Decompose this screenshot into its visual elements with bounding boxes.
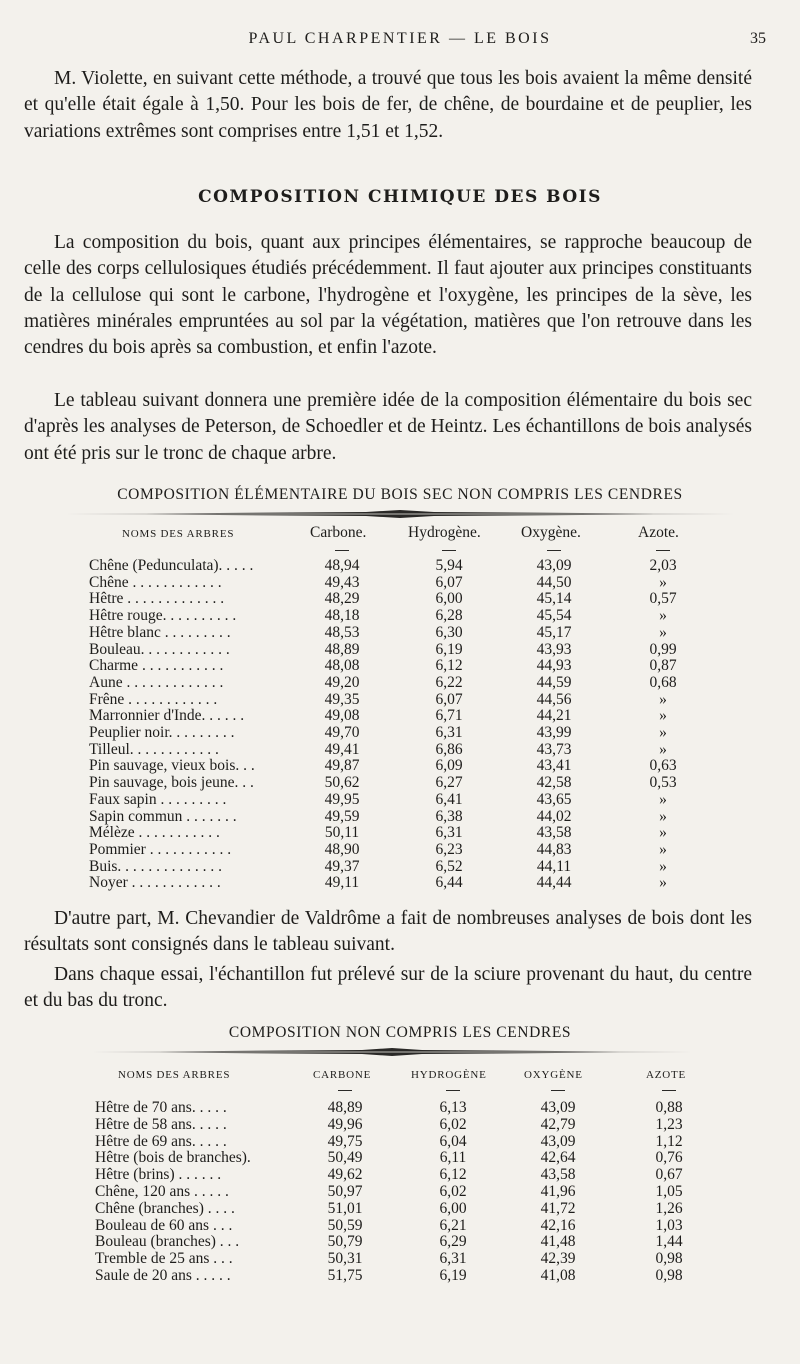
carbon-cell: 48,29 [324, 590, 360, 608]
carbon-cell: 50,31 [327, 1250, 363, 1268]
hydrogen-cell: 6,28 [435, 607, 463, 625]
carbon-cell: 49,41 [324, 740, 360, 758]
tree-name-cell: Marronnier d'Inde. . . . . . [89, 707, 245, 725]
table1-dash-carbon [335, 550, 349, 551]
hydrogen-cell: 6,09 [435, 757, 463, 775]
carbon-cell: 49,08 [324, 707, 360, 725]
hydrogen-cell: 6,71 [435, 707, 463, 725]
table-row [0, 574, 800, 591]
nitrogen-cell: 2,03 [649, 557, 677, 574]
oxygen-cell: 45,54 [536, 607, 572, 625]
nitrogen-cell: 0,67 [655, 1166, 683, 1184]
table-row [0, 1217, 800, 1234]
hydrogen-cell: 5,94 [435, 557, 463, 574]
carbon-cell: 50,11 [324, 824, 360, 842]
nitrogen-cell: » [659, 623, 667, 641]
paragraph-composition: La composition du bois, quant aux principes élémentaires, se rapproche beaucoup de celle des corps cellulosiques étudiés précédemment. Il faut ajouter aux principes constituants de la cellulose qui sont le carbone, l'hydrogène et l'oxygène, les principes de la sève, les matières minérales empruntées au sol par la végétation, matières que l'on retrouve dans les cendres du bois après sa combustion, et enfin l'azote. [24, 232, 752, 359]
table-row [0, 1149, 800, 1166]
table-row [0, 858, 800, 875]
oxygen-cell: 41,96 [540, 1183, 576, 1200]
tree-name-cell: Hêtre . . . . . . . . . . . . . [89, 590, 225, 608]
oxygen-cell: 44,83 [536, 840, 572, 858]
table-row [0, 674, 800, 691]
tree-name-cell: Mélèze . . . . . . . . . . . [89, 824, 220, 842]
table1-header-nitrogen: Azote. [638, 524, 679, 541]
nitrogen-cell: 0,53 [649, 774, 677, 792]
oxygen-cell: 44,56 [536, 690, 572, 708]
oxygen-cell: 45,17 [536, 623, 572, 641]
carbon-cell: 48,94 [324, 557, 360, 574]
nitrogen-cell: » [659, 790, 667, 808]
tree-name-cell: Hêtre de 69 ans. . . . . [95, 1132, 227, 1150]
tree-name-cell: Hêtre (bois de branches). [95, 1149, 251, 1167]
oxygen-cell: 43,09 [536, 557, 572, 574]
tree-name-cell: Pin sauvage, bois jeune. . . [89, 774, 254, 792]
carbon-cell: 49,70 [324, 724, 360, 741]
hydrogen-cell: 6,30 [435, 623, 463, 641]
hydrogen-cell: 6,00 [435, 590, 463, 608]
oxygen-cell: 44,44 [536, 874, 572, 892]
carbon-cell: 49,75 [327, 1132, 363, 1150]
nitrogen-cell: » [659, 707, 667, 725]
table1-dash-hydrogen [442, 550, 456, 551]
carbon-cell: 48,08 [324, 657, 360, 675]
tree-name-cell: Noyer . . . . . . . . . . . . [89, 874, 221, 892]
oxygen-cell: 44,21 [536, 707, 572, 725]
carbon-cell: 50,79 [327, 1233, 363, 1251]
carbon-cell: 48,90 [324, 840, 360, 858]
table-row [0, 607, 800, 624]
table-row [0, 1250, 800, 1267]
carbon-cell: 49,20 [324, 673, 360, 691]
nitrogen-cell: » [659, 824, 667, 842]
nitrogen-cell: » [659, 740, 667, 758]
table1-dash-oxygen [547, 550, 561, 551]
table1-header-hydrogen: Hydrogène. [408, 524, 481, 541]
carbon-cell: 48,18 [324, 607, 360, 625]
hydrogen-cell: 6,31 [439, 1250, 467, 1268]
nitrogen-cell: 0,68 [649, 673, 677, 691]
table-row [0, 641, 800, 658]
tree-name-cell: Bouleau. . . . . . . . . . . . [89, 640, 230, 658]
oxygen-cell: 43,73 [536, 740, 572, 758]
nitrogen-cell: 0,99 [649, 640, 677, 658]
carbon-cell: 51,75 [327, 1267, 363, 1284]
tree-name-cell: Aune . . . . . . . . . . . . . [89, 673, 224, 691]
carbon-cell: 49,96 [327, 1115, 363, 1133]
tree-name-cell: Chêne (Pedunculata). . . . . [89, 557, 254, 574]
nitrogen-cell: 0,57 [649, 590, 677, 608]
tree-name-cell: Tremble de 25 ans . . . [95, 1250, 233, 1268]
nitrogen-cell: 1,12 [655, 1132, 683, 1150]
nitrogen-cell: » [659, 874, 667, 892]
tree-name-cell: Hêtre de 70 ans. . . . . [95, 1099, 227, 1116]
tree-name-cell: Pin sauvage, vieux bois. . . [89, 757, 255, 775]
nitrogen-cell: 0,63 [649, 757, 677, 775]
table-row [0, 724, 800, 741]
oxygen-cell: 42,58 [536, 774, 572, 792]
table-row [0, 624, 800, 641]
tree-name-cell: Bouleau (branches) . . . [95, 1233, 240, 1251]
table-row [0, 1183, 800, 1200]
table-row [0, 808, 800, 825]
table2-ornamental-rule [92, 1046, 692, 1058]
tree-name-cell: Tilleul. . . . . . . . . . . . [89, 740, 219, 758]
table-row [0, 774, 800, 791]
oxygen-cell: 43,09 [540, 1099, 576, 1116]
table1-header-oxygen: Oxygène. [521, 524, 581, 541]
tree-name-cell: Chêne (branches) . . . . [95, 1199, 235, 1217]
carbon-cell: 49,11 [324, 874, 360, 892]
paragraph-chevandier: D'autre part, M. Chevandier de Valdrôme a fait de nombreuses analyses de bois dont les résultats sont consignés dans le tableau suivant. [24, 908, 752, 956]
oxygen-cell: 43,41 [536, 757, 572, 775]
oxygen-cell: 43,09 [540, 1132, 576, 1150]
hydrogen-cell: 6,41 [435, 790, 463, 808]
tree-name-cell: Hêtre blanc . . . . . . . . . [89, 623, 231, 641]
hydrogen-cell: 6,12 [435, 657, 463, 675]
tree-name-cell: Chêne, 120 ans . . . . . [95, 1183, 229, 1200]
nitrogen-cell: » [659, 840, 667, 858]
hydrogen-cell: 6,29 [439, 1233, 467, 1251]
carbon-cell: 50,62 [324, 774, 360, 792]
hydrogen-cell: 6,02 [439, 1115, 467, 1133]
table-row [0, 1233, 800, 1250]
oxygen-cell: 42,79 [540, 1115, 576, 1133]
table2-caption: COMPOSITION NON COMPRIS LES CENDRES [228, 1024, 572, 1041]
hydrogen-cell: 6,11 [439, 1149, 467, 1167]
table2-dash-hydrogen [446, 1090, 460, 1091]
running-head [0, 30, 800, 54]
table2-dash-carbon [338, 1090, 352, 1091]
table1-header-carbon: Carbone. [310, 524, 367, 541]
table1-ornamental-rule [66, 508, 734, 520]
nitrogen-cell: 1,05 [655, 1183, 683, 1200]
table-row [0, 691, 800, 708]
tree-name-cell: Frêne . . . . . . . . . . . . [89, 690, 218, 708]
carbon-cell: 50,59 [327, 1216, 363, 1234]
tree-name-cell: Hêtre de 58 ans. . . . . [95, 1115, 227, 1133]
carbon-cell: 48,53 [324, 623, 360, 641]
nitrogen-cell: 0,76 [655, 1149, 683, 1167]
tree-name-cell: Buis. . . . . . . . . . . . . . [89, 857, 223, 875]
table-row [0, 590, 800, 607]
oxygen-cell: 45,14 [536, 590, 572, 608]
table-row [0, 1267, 800, 1284]
oxygen-cell: 42,39 [540, 1250, 576, 1268]
oxygen-cell: 44,11 [536, 857, 572, 875]
hydrogen-cell: 6,07 [435, 573, 463, 591]
table-row [0, 874, 800, 891]
table-row [0, 557, 800, 574]
hydrogen-cell: 6,04 [439, 1132, 467, 1150]
hydrogen-cell: 6,02 [439, 1183, 467, 1200]
carbon-cell: 51,01 [327, 1199, 363, 1217]
table2-header-oxygen: OXYGÈNE [524, 1069, 583, 1081]
oxygen-cell: 42,16 [540, 1216, 576, 1234]
oxygen-cell: 41,48 [540, 1233, 576, 1251]
paragraph-table-intro: Le tableau suivant donnera une première idée de la composition élémentaire du bois sec d'après les analyses de Peterson, de Schoedler et de Heintz. Les échantillons de bois analysés ont été pris sur le tronc de chaque arbre. [24, 390, 752, 464]
hydrogen-cell: 6,19 [439, 1267, 467, 1284]
table2-header-hydrogen: HYDROGÈNE [411, 1069, 487, 1081]
table-row [0, 841, 800, 858]
carbon-cell: 49,37 [324, 857, 360, 875]
tree-name-cell: Hêtre rouge. . . . . . . . . . [89, 607, 237, 625]
nitrogen-cell: 0,88 [655, 1099, 683, 1116]
running-title: PAUL CHARPENTIER — LE BOIS [248, 30, 552, 47]
oxygen-cell: 44,50 [536, 573, 572, 591]
table2-header-name: NOMS DES ARBRES [118, 1069, 231, 1081]
oxygen-cell: 44,93 [536, 657, 572, 675]
hydrogen-cell: 6,21 [439, 1216, 467, 1234]
nitrogen-cell: » [659, 607, 667, 625]
nitrogen-cell: 1,03 [655, 1216, 683, 1234]
tree-name-cell: Charme . . . . . . . . . . . [89, 657, 224, 675]
carbon-cell: 50,49 [327, 1149, 363, 1167]
oxygen-cell: 43,93 [536, 640, 572, 658]
nitrogen-cell: 0,87 [649, 657, 677, 675]
carbon-cell: 49,87 [324, 757, 360, 775]
hydrogen-cell: 6,12 [439, 1166, 467, 1184]
table-row [0, 757, 800, 774]
oxygen-cell: 41,72 [540, 1199, 576, 1217]
carbon-cell: 50,97 [327, 1183, 363, 1200]
oxygen-cell: 43,58 [536, 824, 572, 842]
tree-name-cell: Saule de 20 ans . . . . . [95, 1267, 231, 1284]
table1-caption: COMPOSITION ÉLÉMENTAIRE DU BOIS SEC NON COMPRIS LES CENDRES [117, 486, 683, 503]
nitrogen-cell: » [659, 690, 667, 708]
tree-name-cell: Bouleau de 60 ans . . . [95, 1216, 233, 1234]
table-row [0, 1200, 800, 1217]
tree-name-cell: Pommier . . . . . . . . . . . [89, 840, 232, 858]
carbon-cell: 49,35 [324, 690, 360, 708]
nitrogen-cell: » [659, 857, 667, 875]
hydrogen-cell: 6,86 [435, 740, 463, 758]
table-row [0, 741, 800, 758]
hydrogen-cell: 6,44 [435, 874, 463, 892]
hydrogen-cell: 6,31 [435, 724, 463, 741]
table-row [0, 1133, 800, 1150]
table-row [0, 657, 800, 674]
hydrogen-cell: 6,00 [439, 1199, 467, 1217]
table2-dash-nitrogen [662, 1090, 676, 1091]
nitrogen-cell: 1,26 [655, 1199, 683, 1217]
nitrogen-cell: 1,23 [655, 1115, 683, 1133]
tree-name-cell: Chêne . . . . . . . . . . . . [89, 573, 222, 591]
carbon-cell: 48,89 [324, 640, 360, 658]
hydrogen-cell: 6,52 [435, 857, 463, 875]
oxygen-cell: 42,64 [540, 1149, 576, 1167]
nitrogen-cell: 1,44 [655, 1233, 683, 1251]
tree-name-cell: Sapin commun . . . . . . . [89, 807, 237, 825]
nitrogen-cell: 0,98 [655, 1267, 683, 1284]
table-row [0, 1099, 800, 1116]
paragraph-sample: Dans chaque essai, l'échantillon fut prélevé sur de la sciure provenant du haut, du centre et du bas du tronc. [24, 964, 752, 1012]
oxygen-cell: 41,08 [540, 1267, 576, 1284]
hydrogen-cell: 6,38 [435, 807, 463, 825]
table-row [0, 824, 800, 841]
tree-name-cell: Peuplier noir. . . . . . . . . [89, 724, 235, 741]
table1-dash-nitrogen [656, 550, 670, 551]
tree-name-cell: Hêtre (brins) . . . . . . [95, 1166, 222, 1184]
carbon-cell: 49,95 [324, 790, 360, 808]
hydrogen-cell: 6,27 [435, 774, 463, 792]
paragraph-density: M. Violette, en suivant cette méthode, a trouvé que tous les bois avaient la même densité et qu'elle était égale à 1,50. Pour les bois de fer, de chêne, de bourdaine et de peuplier, les variations extrêmes sont comprises entre 1,51 et 1,52. [24, 68, 752, 142]
nitrogen-cell: » [659, 807, 667, 825]
tree-name-cell: Faux sapin . . . . . . . . . [89, 790, 227, 808]
nitrogen-cell: 0,98 [655, 1250, 683, 1268]
hydrogen-cell: 6,13 [439, 1099, 467, 1116]
oxygen-cell: 43,65 [536, 790, 572, 808]
table-row [0, 791, 800, 808]
table-row [0, 1166, 800, 1183]
oxygen-cell: 43,99 [536, 724, 572, 741]
carbon-cell: 48,89 [327, 1099, 363, 1116]
hydrogen-cell: 6,07 [435, 690, 463, 708]
oxygen-cell: 44,02 [536, 807, 572, 825]
table-row [0, 1116, 800, 1133]
hydrogen-cell: 6,22 [435, 673, 463, 691]
carbon-cell: 49,43 [324, 573, 360, 591]
section-title: COMPOSITION CHIMIQUE DES BOIS [198, 187, 602, 207]
hydrogen-cell: 6,23 [435, 840, 463, 858]
carbon-cell: 49,62 [327, 1166, 363, 1184]
page-number: 35 [750, 30, 766, 47]
table1-header-name: NOMS DES ARBRES [122, 528, 235, 540]
oxygen-cell: 44,59 [536, 673, 572, 691]
carbon-cell: 49,59 [324, 807, 360, 825]
nitrogen-cell: » [659, 573, 667, 591]
hydrogen-cell: 6,19 [435, 640, 463, 658]
oxygen-cell: 43,58 [540, 1166, 576, 1184]
table2-header-nitrogen: AZOTE [646, 1069, 687, 1081]
hydrogen-cell: 6,31 [435, 824, 463, 842]
table-row [0, 707, 800, 724]
table2-dash-oxygen [551, 1090, 565, 1091]
table2-header-carbon: CARBONE [313, 1069, 372, 1081]
nitrogen-cell: » [659, 724, 667, 741]
